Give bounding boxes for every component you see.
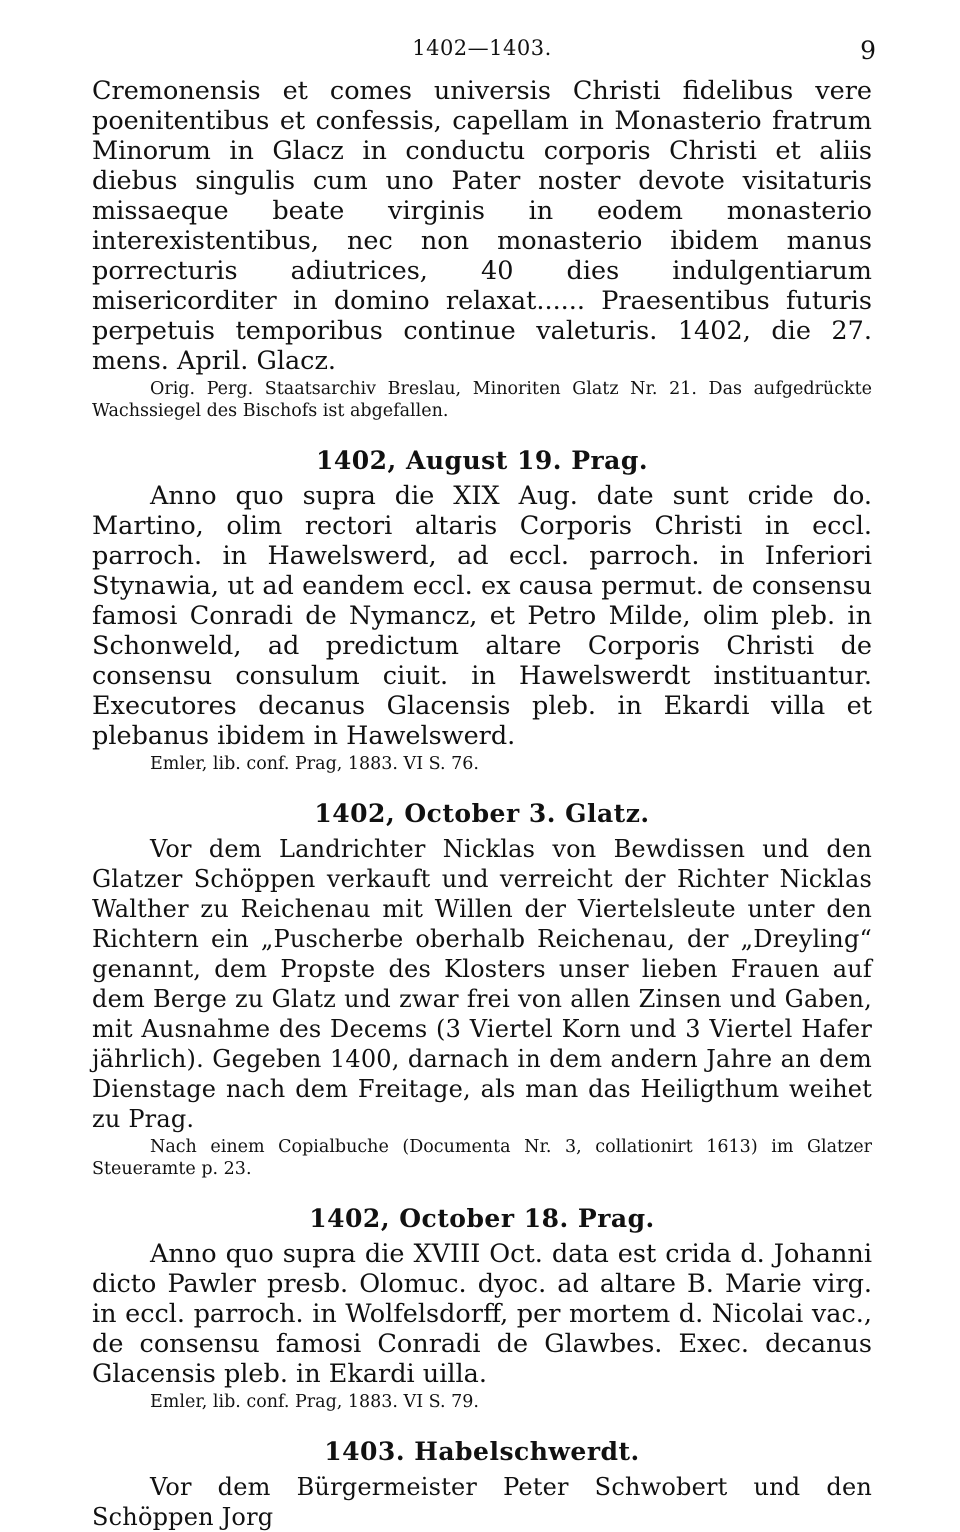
entry-3-text: Vor dem Landrichter Nicklas von Bewdissen und den Glatzer Schöppen verkauft und verreicht der Richter Nicklas Walther zu Reichenau mit Willen der Viertelsleute unter den Richtern ein „Puscherbe oberhalb Reichenau, der „Dreyling“ genannt, dem Propste des Klosters unser lieben Frauen auf dem Berge zu Glatz und zwar frei von allen Zinsen und Gaben, mit Ausnahme des Decems (3 Viertel Korn und 3 Viertel Hafer jährlich). Gegeben 1400, darnach in dem andern Jahre an dem Dienstage nach dem Freitage, als man das Heiligthum weihet zu Prag. [92, 835, 872, 1133]
page-number: 9 [860, 36, 876, 65]
document-page [92, 36, 876, 1532]
page-header [92, 36, 876, 76]
running-head: 1402—1403. [412, 36, 552, 60]
entry-4 [92, 1204, 872, 1413]
entry-2-text: Anno quo supra die XIX Aug. date sunt cride do. Martino, olim rectori altaris Corporis Christi in eccl. parroch. in Hawelswerd, ad eccl. parroch. in Inferiori Stynawia, ut ad eandem eccl. ex causa permut. de consensu famosi Conradi de Nymancz, et Petro Milde, olim pleb. in Schonweld, ad predictum altare Corporis Christi de consensu consulum ciuit. in Hawelswerdt instituantur. Executores decanus Glacensis pleb. in Ekardi villa et plebanus ibidem in Hawelswerd. [92, 481, 872, 751]
entry-1-text: Cremonensis et comes universis Christi fidelibus vere poenitentibus et confessis, capellam in Monasterio fratrum Minorum in Glacz in conductu corporis Christi et aliis diebus singulis cum uno Pater noster devote visitaturis missaeque beate virginis in eodem monasterio interexistentibus, nec non monasterio ibidem manus porrecturis adiutrices, 40 dies indulgentiarum misericorditer in domino relaxat...... Praesentibus futuris perpetuis temporibus continue valeturis. 1402, die 27. mens. April. Glacz. [92, 76, 872, 376]
entry-5-text: Vor dem Bürgermeister Peter Schwobert und den Schöppen Jorg [92, 1473, 872, 1531]
entry-4-heading: 1402, October 18. Prag. [309, 1204, 655, 1233]
entry-3-heading: 1402, October 3. Glatz. [314, 799, 650, 828]
entry-1-source-note: Orig. Perg. Staatsarchiv Breslau, Minoriten Glatz Nr. 21. Das aufgedrückte Wachssiegel des Bischofs ist abgefallen. [92, 379, 872, 421]
entry-1 [92, 76, 872, 422]
entry-5-heading: 1403. Habelschwerdt. [324, 1437, 640, 1466]
entry-4-text: Anno quo supra die XVIII Oct. data est crida d. Johanni dicto Pawler presb. Olomuc. dyoc. ad altare B. Marie virg. in eccl. parroch. in Wolfelsdorff, per mortem d. Nicolai vac., de consensu famosi Conradi de Glawbes. Exec. decanus Glacensis pleb. in Ekardi uilla. [92, 1239, 872, 1389]
entry-3-source-note: Nach einem Copialbuche (Documenta Nr. 3, collationirt 1613) im Glatzer Steueramte p. 23. [92, 1137, 872, 1179]
entry-2-heading: 1402, August 19. Prag. [315, 446, 649, 475]
entry-2-source-note: Emler, lib. conf. Prag, 1883. VI S. 76. [150, 754, 479, 774]
entry-3 [92, 799, 872, 1180]
entry-4-source-note: Emler, lib. conf. Prag, 1883. VI S. 79. [150, 1392, 479, 1412]
entry-2 [92, 446, 872, 775]
